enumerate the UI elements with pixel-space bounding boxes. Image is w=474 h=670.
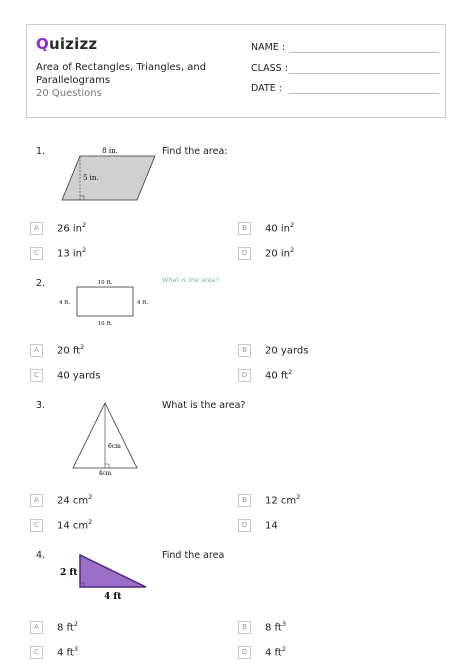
option-text: 24 $cm^2$ (57, 493, 93, 507)
option-text: 14 (265, 520, 278, 532)
bottom-label: 10 ft. (97, 321, 113, 327)
worksheet-header (26, 24, 446, 118)
option-letter: B (238, 222, 251, 235)
question-prompt: Find the area (162, 550, 225, 561)
right-triangle-shape (80, 555, 146, 587)
option-letter: C (30, 247, 43, 260)
option-letter: B (238, 621, 251, 634)
option-text: 12 $cm^2$ (265, 493, 301, 507)
option-letter: D (238, 519, 251, 532)
option-text: 20 $ft^2$ (57, 343, 85, 357)
option-letter: D (238, 247, 251, 260)
question-prompt: What is the area? (162, 276, 220, 284)
base-label: 4 ft (104, 592, 122, 602)
option-text: 8 $ft^3$ (265, 620, 286, 634)
option-letter: A (30, 344, 43, 357)
height-label: 6cm (108, 443, 121, 450)
base-label: 8 in. (102, 147, 118, 155)
option-letter: B (238, 344, 251, 357)
right-label: 4 ft. (137, 300, 149, 306)
option-letter: C (30, 369, 43, 382)
option-text: 20 yards (265, 345, 309, 357)
option-text: 8 $ft^2$ (57, 620, 78, 634)
question-prompt: Find the area: (162, 146, 228, 157)
option-letter: C (30, 519, 43, 532)
option-text: 20 $in^2$ (265, 246, 295, 260)
question-prompt: What is the area? (162, 400, 246, 411)
parallelogram-figure (55, 143, 160, 203)
quizizz-logo: Quizizz (36, 35, 98, 53)
option-text: 40 $ft^2$ (265, 368, 293, 382)
option-text: 14 $cm^2$ (57, 518, 93, 532)
question-number: 2. (36, 278, 46, 289)
question-count: 20 Questions (36, 88, 102, 99)
name-line[interactable] (289, 52, 439, 53)
class-label: CLASS : (251, 63, 288, 74)
name-label: NAME : (251, 42, 286, 53)
question-number: 3. (36, 400, 46, 411)
option-text: 40 yards (57, 370, 101, 382)
rectangle-shape (77, 287, 133, 316)
left-label: 4 ft. (59, 300, 71, 306)
parallelogram-shape (62, 156, 155, 200)
option-text: 26 $in^2$ (57, 221, 87, 235)
question-number: 4. (36, 550, 46, 561)
height-label: 5 in. (83, 174, 99, 182)
option-text: 4 $ft^3$ (57, 645, 78, 659)
date-line[interactable] (289, 93, 439, 94)
triangle-figure (65, 398, 150, 478)
date-label: DATE : (251, 83, 282, 94)
option-letter: A (30, 494, 43, 507)
option-letter: A (30, 621, 43, 634)
option-letter: A (30, 222, 43, 235)
worksheet-title: Area of Rectangles, Triangles, and Parallelograms (36, 62, 207, 86)
base-label: 4cm (98, 470, 112, 477)
option-letter: C (30, 646, 43, 659)
option-text: 40 $in^2$ (265, 221, 295, 235)
option-letter: D (238, 369, 251, 382)
option-letter: D (238, 646, 251, 659)
rectangle-figure (55, 275, 155, 330)
option-text: 13 $in^2$ (57, 246, 87, 260)
height-label: 2 ft (60, 568, 78, 578)
option-letter: B (238, 494, 251, 507)
option-text: 4 $ft^2$ (265, 645, 286, 659)
top-label: 10 ft. (97, 280, 113, 286)
class-line[interactable] (289, 73, 439, 74)
question-number: 1. (36, 146, 46, 157)
right-triangle-figure (58, 550, 153, 602)
